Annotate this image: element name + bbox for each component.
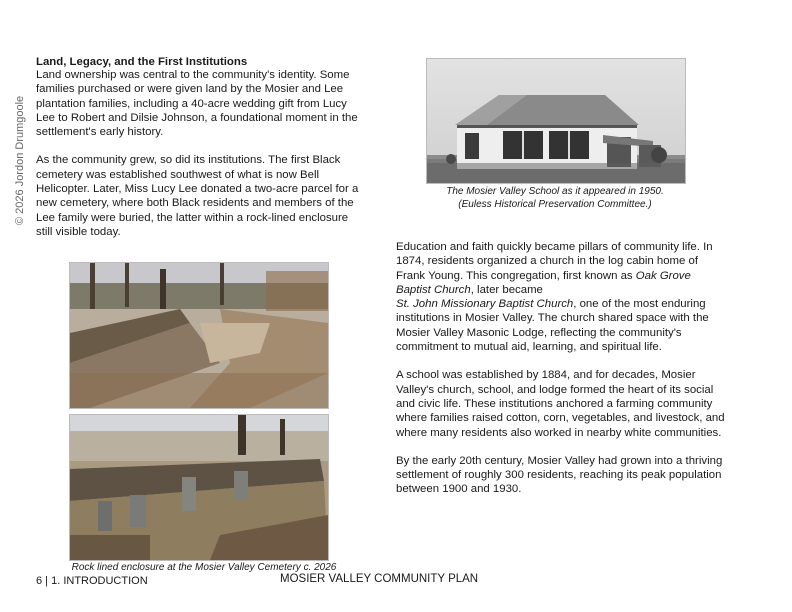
copyright-credit: © 2026 Jordon Drumgoole	[14, 95, 26, 225]
land-paragraph: Land ownership was central to the community's identity. Some families purchased or were given land by the Mosier and Lee plantation families, including a 40-acre wedding gift from Lucy Lee to Robert and Dilsie Johnson, a foundational moment in the settlement's early history.	[36, 69, 358, 139]
school-photo	[426, 58, 686, 184]
faith-paragraph: Education and faith quickly became pillars of community life. In 1874, residents organized a church in the log cabin home of Frank Young. This congregation, first known as Oak Grove Baptist Church, later became St. John Missionary Baptist Church, one of the most enduring institutions in Mosier Valley. The church shared space with the Mosier Valley Masonic Lodge, reflecting the community's commitment to mutual aid, learning, and spiritual life.	[396, 241, 713, 354]
school-photo-caption: The Mosier Valley School as it appeared in 1950. (Euless Historical Preservation Committee.)	[446, 186, 664, 210]
footer-page-number: 6 | 1. INTRODUCTION	[36, 575, 148, 587]
population-paragraph: By the early 20th century, Mosier Valley had grown into a thriving settlement of roughly 300 residents, reaching its peak population between 1900 and 1930.	[396, 454, 723, 496]
footer-document-title: MOSIER VALLEY COMMUNITY PLAN	[280, 573, 479, 585]
school-paragraph: A school was established by 1884, and for decades, Mosier Valley's church, school, and lodge formed the heart of its social and civic life. These institutions anchored a farming community where families raised cotton, corn, vegetables, and livestock, and where many residents also worked in nearby white communities.	[396, 369, 725, 439]
cemetery-paragraph: As the community grew, so did its institutions. The first Black cemetery was established southwest of what is now Bell Helicopter. Later, Miss Lucy Lee donated a two-acre parcel for a new cemetery, where both Black residents and members of the Lee family were buried, the latter within a rock-lined enclosure still visible today.	[36, 154, 359, 238]
cemetery-photo-bottom	[69, 414, 329, 561]
left-text-column	[36, 56, 364, 253]
cemetery-photo-top	[69, 262, 329, 409]
cemetery-photo-caption: Rock lined enclosure at the Mosier Valley Cemetery c. 2026	[71, 562, 337, 573]
section-heading: Land, Legacy, and the First Institutions	[36, 56, 248, 68]
right-text-column	[396, 240, 726, 511]
oak-grove-church-name: Oak Grove Baptist Church	[396, 269, 691, 296]
st-john-church-name: St. John Missionary Baptist Church	[396, 298, 574, 311]
